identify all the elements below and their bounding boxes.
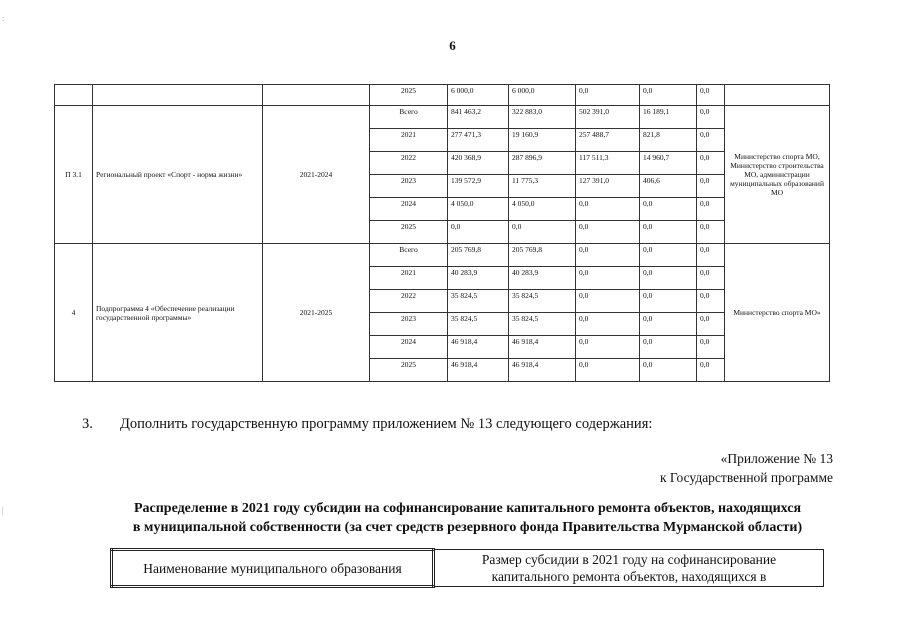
value-cell: 40 283,9: [509, 267, 576, 290]
subsidy-table: [110, 548, 824, 588]
year-cell: 2024: [370, 198, 448, 221]
value-cell: 0,0: [697, 290, 725, 313]
value-cell: 420 368,9: [448, 152, 509, 175]
item-text: Дополнить государственную программу приложением № 13 следующего содержания:: [120, 416, 653, 432]
value-cell: 16 189,1: [640, 106, 697, 129]
funding-table: [54, 84, 830, 382]
header-line: капитального ремонта объектов, находящихся в: [491, 569, 767, 584]
value-cell: 46 918,4: [448, 359, 509, 382]
value-cell: 0,0: [697, 175, 725, 198]
value-cell: 6 000,0: [509, 85, 576, 106]
value-cell: 205 769,8: [448, 244, 509, 267]
value-cell: 11 775,3: [509, 175, 576, 198]
value-cell: 257 488,7: [576, 129, 640, 152]
year-cell: Всего: [370, 244, 448, 267]
table-row: [55, 244, 830, 267]
value-cell: 0,0: [697, 267, 725, 290]
value-cell: 0,0: [640, 359, 697, 382]
instruction-paragraph: [82, 416, 652, 433]
appendix-reference: [660, 449, 833, 487]
value-cell: 19 160,9: [509, 129, 576, 152]
value-cell: 46 918,4: [509, 359, 576, 382]
value-cell: 0,0: [509, 221, 576, 244]
value-cell: 14 960,7: [640, 152, 697, 175]
value-cell: 277 471,3: [448, 129, 509, 152]
scan-artifact: :: [2, 14, 5, 23]
value-cell: 0,0: [576, 313, 640, 336]
year-cell: 2025: [370, 85, 448, 106]
value-cell: 0,0: [640, 198, 697, 221]
value-cell: 0,0: [697, 129, 725, 152]
value-cell: 0,0: [576, 85, 640, 106]
value-cell: 35 824,5: [448, 313, 509, 336]
value-cell: 35 824,5: [509, 313, 576, 336]
executor-cell: [725, 85, 830, 106]
value-cell: 0,0: [576, 267, 640, 290]
value-cell: 0,0: [640, 85, 697, 106]
value-cell: 35 824,5: [448, 290, 509, 313]
executor-cell: Министерство спорта МО, Министерство строительства МО, администрации муниципальных образований МО: [725, 106, 830, 244]
program-name-cell: Подпрограмма 4 «Обеспечение реализации государственной программы»: [93, 244, 263, 382]
value-cell: 0,0: [640, 313, 697, 336]
value-cell: 0,0: [697, 85, 725, 106]
value-cell: 0,0: [697, 152, 725, 175]
title-line: в муниципальной собственности (за счет средств резервного фонда Правительства Мурманской области): [132, 520, 803, 535]
period-cell: 2021-2025: [263, 244, 370, 382]
page-number: 6: [449, 38, 456, 53]
executor-cell: Министерство спорта МО»: [725, 244, 830, 382]
value-cell: 127 391,0: [576, 175, 640, 198]
table-row: [55, 85, 830, 106]
section-title: [90, 499, 845, 537]
value-cell: 0,0: [576, 198, 640, 221]
municipality-header: Наименование муниципального образования: [112, 550, 434, 587]
value-cell: 0,0: [640, 267, 697, 290]
program-code-cell: П 3.1: [55, 106, 93, 244]
value-cell: 205 769,8: [509, 244, 576, 267]
value-cell: 4 050,0: [448, 198, 509, 221]
value-cell: 35 824,5: [509, 290, 576, 313]
appendix-line: «Приложение № 13: [720, 451, 833, 466]
value-cell: 502 391,0: [576, 106, 640, 129]
value-cell: 287 896,9: [509, 152, 576, 175]
value-cell: 139 572,9: [448, 175, 509, 198]
value-cell: 821,8: [640, 129, 697, 152]
name-cell: [93, 85, 263, 106]
value-cell: 0,0: [640, 290, 697, 313]
value-cell: 0,0: [697, 198, 725, 221]
year-cell: 2021: [370, 129, 448, 152]
scan-artifact: |: [2, 506, 4, 515]
value-cell: 0,0: [640, 221, 697, 244]
year-cell: 2021: [370, 267, 448, 290]
year-cell: 2025: [370, 359, 448, 382]
value-cell: 841 463,2: [448, 106, 509, 129]
value-cell: 0,0: [576, 221, 640, 244]
code-cell: [55, 85, 93, 106]
value-cell: 0,0: [576, 336, 640, 359]
value-cell: 46 918,4: [448, 336, 509, 359]
value-cell: 0,0: [697, 221, 725, 244]
year-cell: 2024: [370, 336, 448, 359]
value-cell: 0,0: [448, 221, 509, 244]
table-header-row: [112, 550, 824, 587]
program-name-cell: Региональный проект «Спорт - норма жизни»: [93, 106, 263, 244]
value-cell: 0,0: [576, 244, 640, 267]
value-cell: 40 283,9: [448, 267, 509, 290]
value-cell: 117 511,3: [576, 152, 640, 175]
value-cell: 0,0: [576, 359, 640, 382]
appendix-line: к Государственной программе: [659, 470, 833, 485]
program-code-cell: 4: [55, 244, 93, 382]
value-cell: 0,0: [697, 359, 725, 382]
value-cell: 4 050,0: [509, 198, 576, 221]
value-cell: 46 918,4: [509, 336, 576, 359]
year-cell: 2022: [370, 152, 448, 175]
subsidy-header: [434, 550, 824, 587]
value-cell: 0,0: [640, 336, 697, 359]
year-cell: 2023: [370, 175, 448, 198]
year-cell: 2022: [370, 290, 448, 313]
value-cell: 0,0: [697, 336, 725, 359]
value-cell: 0,0: [697, 244, 725, 267]
header-line: Размер субсидии в 2021 году на софинансирование: [481, 552, 777, 567]
funding-table-body: [55, 85, 830, 382]
value-cell: 6 000,0: [448, 85, 509, 106]
table-row: [55, 106, 830, 129]
value-cell: 0,0: [697, 313, 725, 336]
value-cell: 0,0: [576, 290, 640, 313]
value-cell: 406,6: [640, 175, 697, 198]
year-cell: 2025: [370, 221, 448, 244]
year-cell: 2023: [370, 313, 448, 336]
period-cell: [263, 85, 370, 106]
value-cell: 322 883,0: [509, 106, 576, 129]
item-number: 3.: [82, 416, 93, 432]
period-cell: 2021-2024: [263, 106, 370, 244]
value-cell: 0,0: [697, 106, 725, 129]
title-line: Распределение в 2021 году субсидии на софинансирование капитального ремонта объектов, находящихся: [133, 501, 802, 516]
value-cell: 0,0: [640, 244, 697, 267]
year-cell: Всего: [370, 106, 448, 129]
